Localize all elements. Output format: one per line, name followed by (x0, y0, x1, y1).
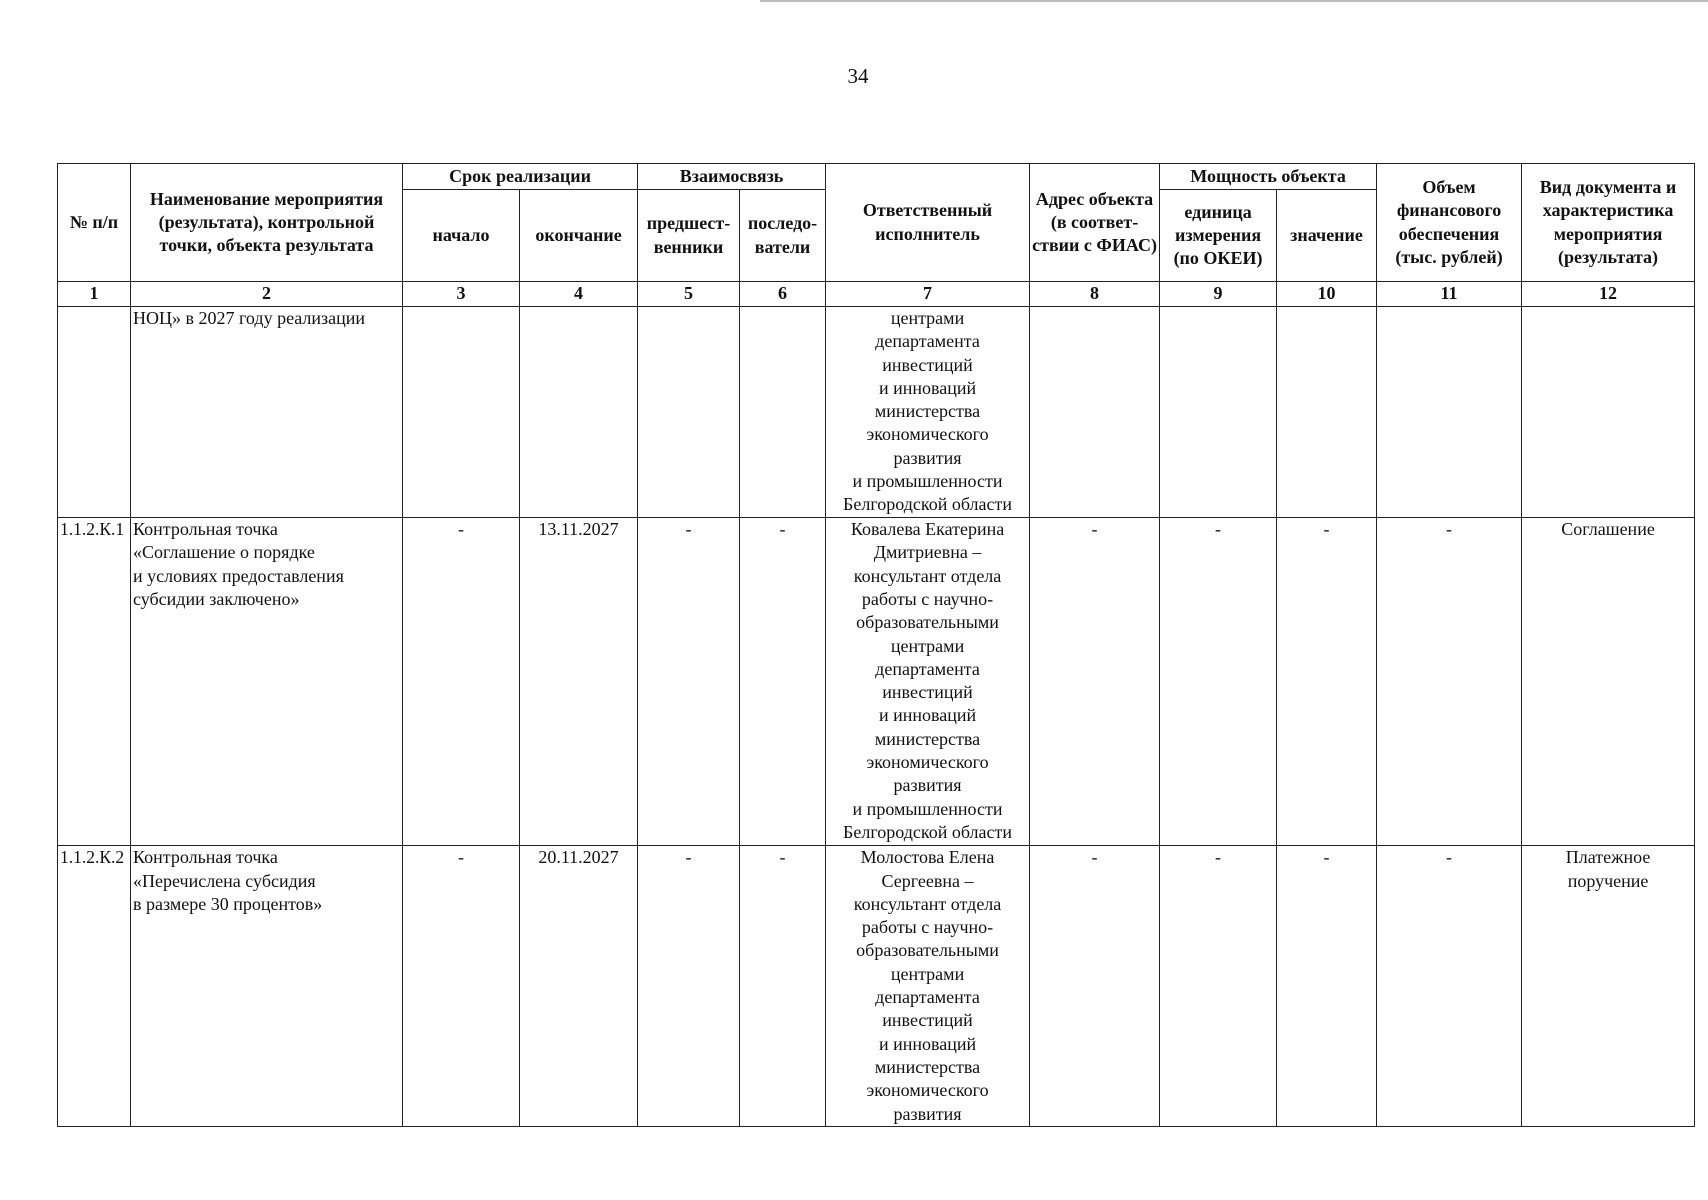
header-name: Наименование мероприятия (результата), контрольной точки, объекта результата (131, 164, 403, 282)
header-doc-type: Вид документа и характеристика мероприятия (результата) (1522, 164, 1695, 282)
doc-type-cell (1522, 846, 1695, 1127)
header-link: Взаимосвязь (638, 164, 826, 190)
capacity-value-cell: - (1277, 846, 1377, 1127)
header-capacity: Мощность объекта (1160, 164, 1377, 190)
responsible-line: Сергеевна – (881, 870, 974, 891)
responsible-line: инвестиций (882, 682, 973, 703)
start-date-cell: - (403, 518, 520, 846)
column-number: 5 (638, 282, 740, 307)
responsible-line: департамента (875, 987, 980, 1008)
finance-cell: - (1377, 518, 1522, 846)
column-number: 7 (826, 282, 1030, 307)
column-number: 3 (403, 282, 520, 307)
plan-table (57, 163, 1695, 1127)
header-term-start: начало (403, 190, 520, 282)
responsible-line: экономического (866, 752, 989, 773)
responsible-line: Ковалева Екатерина (850, 519, 1005, 540)
responsible-line: Молостова Елена (860, 847, 995, 868)
header-address: Адрес объекта (в соответ-ствии с ФИАС) (1030, 164, 1160, 282)
page-number: 34 (847, 64, 869, 88)
capacity-value-cell: - (1277, 518, 1377, 846)
header-term-end: окончание (520, 190, 638, 282)
column-number: 8 (1030, 282, 1160, 307)
column-number: 1 (58, 282, 131, 307)
doc-type-line: поручение (1567, 870, 1649, 891)
column-number: 12 (1522, 282, 1695, 307)
end-date-cell: 13.11.2027 (520, 518, 638, 846)
header-term: Срок реализации (403, 164, 638, 190)
column-number: 10 (1277, 282, 1377, 307)
end-date-cell: 20.11.2027 (520, 846, 638, 1127)
responsible-cell (826, 518, 1030, 846)
name-line: субсидии заключено» (133, 589, 300, 609)
address-cell: - (1030, 518, 1160, 846)
header-capacity-unit: единица измерения (по ОКЕИ) (1160, 190, 1277, 282)
name-line: «Соглашение о порядке (133, 542, 315, 563)
responsible-line: образовательными (856, 940, 999, 961)
responsible-line: развития (893, 775, 962, 796)
start-date-cell: - (403, 846, 520, 1127)
doc-type-line: Соглашение (1561, 519, 1655, 540)
address-cell: - (1030, 846, 1160, 1127)
row-name-cell (131, 307, 403, 518)
finance-cell (1377, 307, 1522, 518)
predecessors-cell (638, 307, 740, 518)
successors-cell: - (740, 846, 826, 1127)
header-responsible: Ответственный исполнитель (826, 164, 1030, 282)
header-link-next: последо-ватели (740, 190, 826, 282)
responsible-line: и промышленности (852, 471, 1003, 492)
top-scan-rule (760, 0, 1708, 2)
responsible-line: консультант отдела (853, 565, 1002, 586)
responsible-line: развития (893, 447, 962, 468)
table-body (58, 307, 1695, 1127)
name-line: Контрольная точка (133, 519, 278, 540)
responsible-line: и промышленности (852, 798, 1003, 819)
responsible-line: инвестиций (882, 1010, 973, 1031)
predecessors-cell: - (638, 846, 740, 1127)
start-date-cell (403, 307, 520, 518)
successors-cell: - (740, 518, 826, 846)
column-number: 9 (1160, 282, 1277, 307)
header-finance: Объем финансового обеспечения (тыс. рублей) (1377, 164, 1522, 282)
column-number: 4 (520, 282, 638, 307)
responsible-line: образовательными (856, 612, 999, 633)
row-number-cell: 1.1.2.К.2 (58, 846, 131, 1127)
responsible-line: Белгородской области (843, 821, 1013, 842)
capacity-unit-cell: - (1160, 846, 1277, 1127)
column-number: 11 (1377, 282, 1522, 307)
name-line: НОЦ» в 2027 году реализации (133, 308, 366, 328)
table-row (58, 518, 1695, 846)
capacity-value-cell (1277, 307, 1377, 518)
row-name-cell (131, 518, 403, 846)
name-line: и условиях предоставления (133, 565, 344, 586)
table-row (58, 846, 1695, 1127)
responsible-line: работы с научно- (861, 917, 994, 938)
responsible-line: департамента (875, 331, 980, 352)
responsible-line: министерства (874, 1056, 981, 1077)
responsible-line: инвестиций (882, 354, 973, 375)
column-number: 2 (131, 282, 403, 307)
responsible-line: центрами (890, 963, 965, 984)
address-cell (1030, 307, 1160, 518)
responsible-line: департамента (875, 658, 980, 679)
capacity-unit-cell: - (1160, 518, 1277, 846)
name-line: в размере 30 процентов» (133, 893, 323, 914)
name-line: Контрольная точка (133, 847, 278, 868)
table-row (58, 307, 1695, 518)
row-number-cell (58, 307, 131, 518)
responsible-cell (826, 307, 1030, 518)
header-num: № п/п (58, 164, 131, 282)
responsible-line: работы с научно- (861, 589, 994, 609)
end-date-cell (520, 307, 638, 518)
name-line: «Перечислена субсидия (133, 870, 316, 891)
responsible-line: и инноваций (878, 705, 977, 726)
doc-type-cell (1522, 518, 1695, 846)
column-number: 6 (740, 282, 826, 307)
responsible-line: и инноваций (878, 1033, 977, 1054)
responsible-line: Дмитриевна – (873, 542, 982, 563)
responsible-line: министерства (874, 401, 981, 422)
doc-type-line: Платежное (1565, 847, 1651, 868)
doc-type-cell (1522, 307, 1695, 518)
predecessors-cell: - (638, 518, 740, 846)
table-header (58, 164, 1695, 307)
header-link-prev: предшест-венники (638, 190, 740, 282)
responsible-line: министерства (874, 728, 981, 749)
responsible-line: центрами (890, 635, 965, 656)
successors-cell (740, 307, 826, 518)
responsible-line: развития (893, 1103, 962, 1124)
responsible-cell (826, 846, 1030, 1127)
finance-cell: - (1377, 846, 1522, 1127)
responsible-line: экономического (866, 424, 989, 445)
header-capacity-value: значение (1277, 190, 1377, 282)
responsible-line: центрами (890, 308, 965, 328)
responsible-line: Белгородской области (843, 494, 1013, 515)
responsible-line: и инноваций (878, 377, 977, 398)
row-number-cell: 1.1.2.К.1 (58, 518, 131, 846)
responsible-line: экономического (866, 1080, 989, 1101)
responsible-line: консультант отдела (853, 893, 1002, 914)
row-name-cell (131, 846, 403, 1127)
capacity-unit-cell (1160, 307, 1277, 518)
